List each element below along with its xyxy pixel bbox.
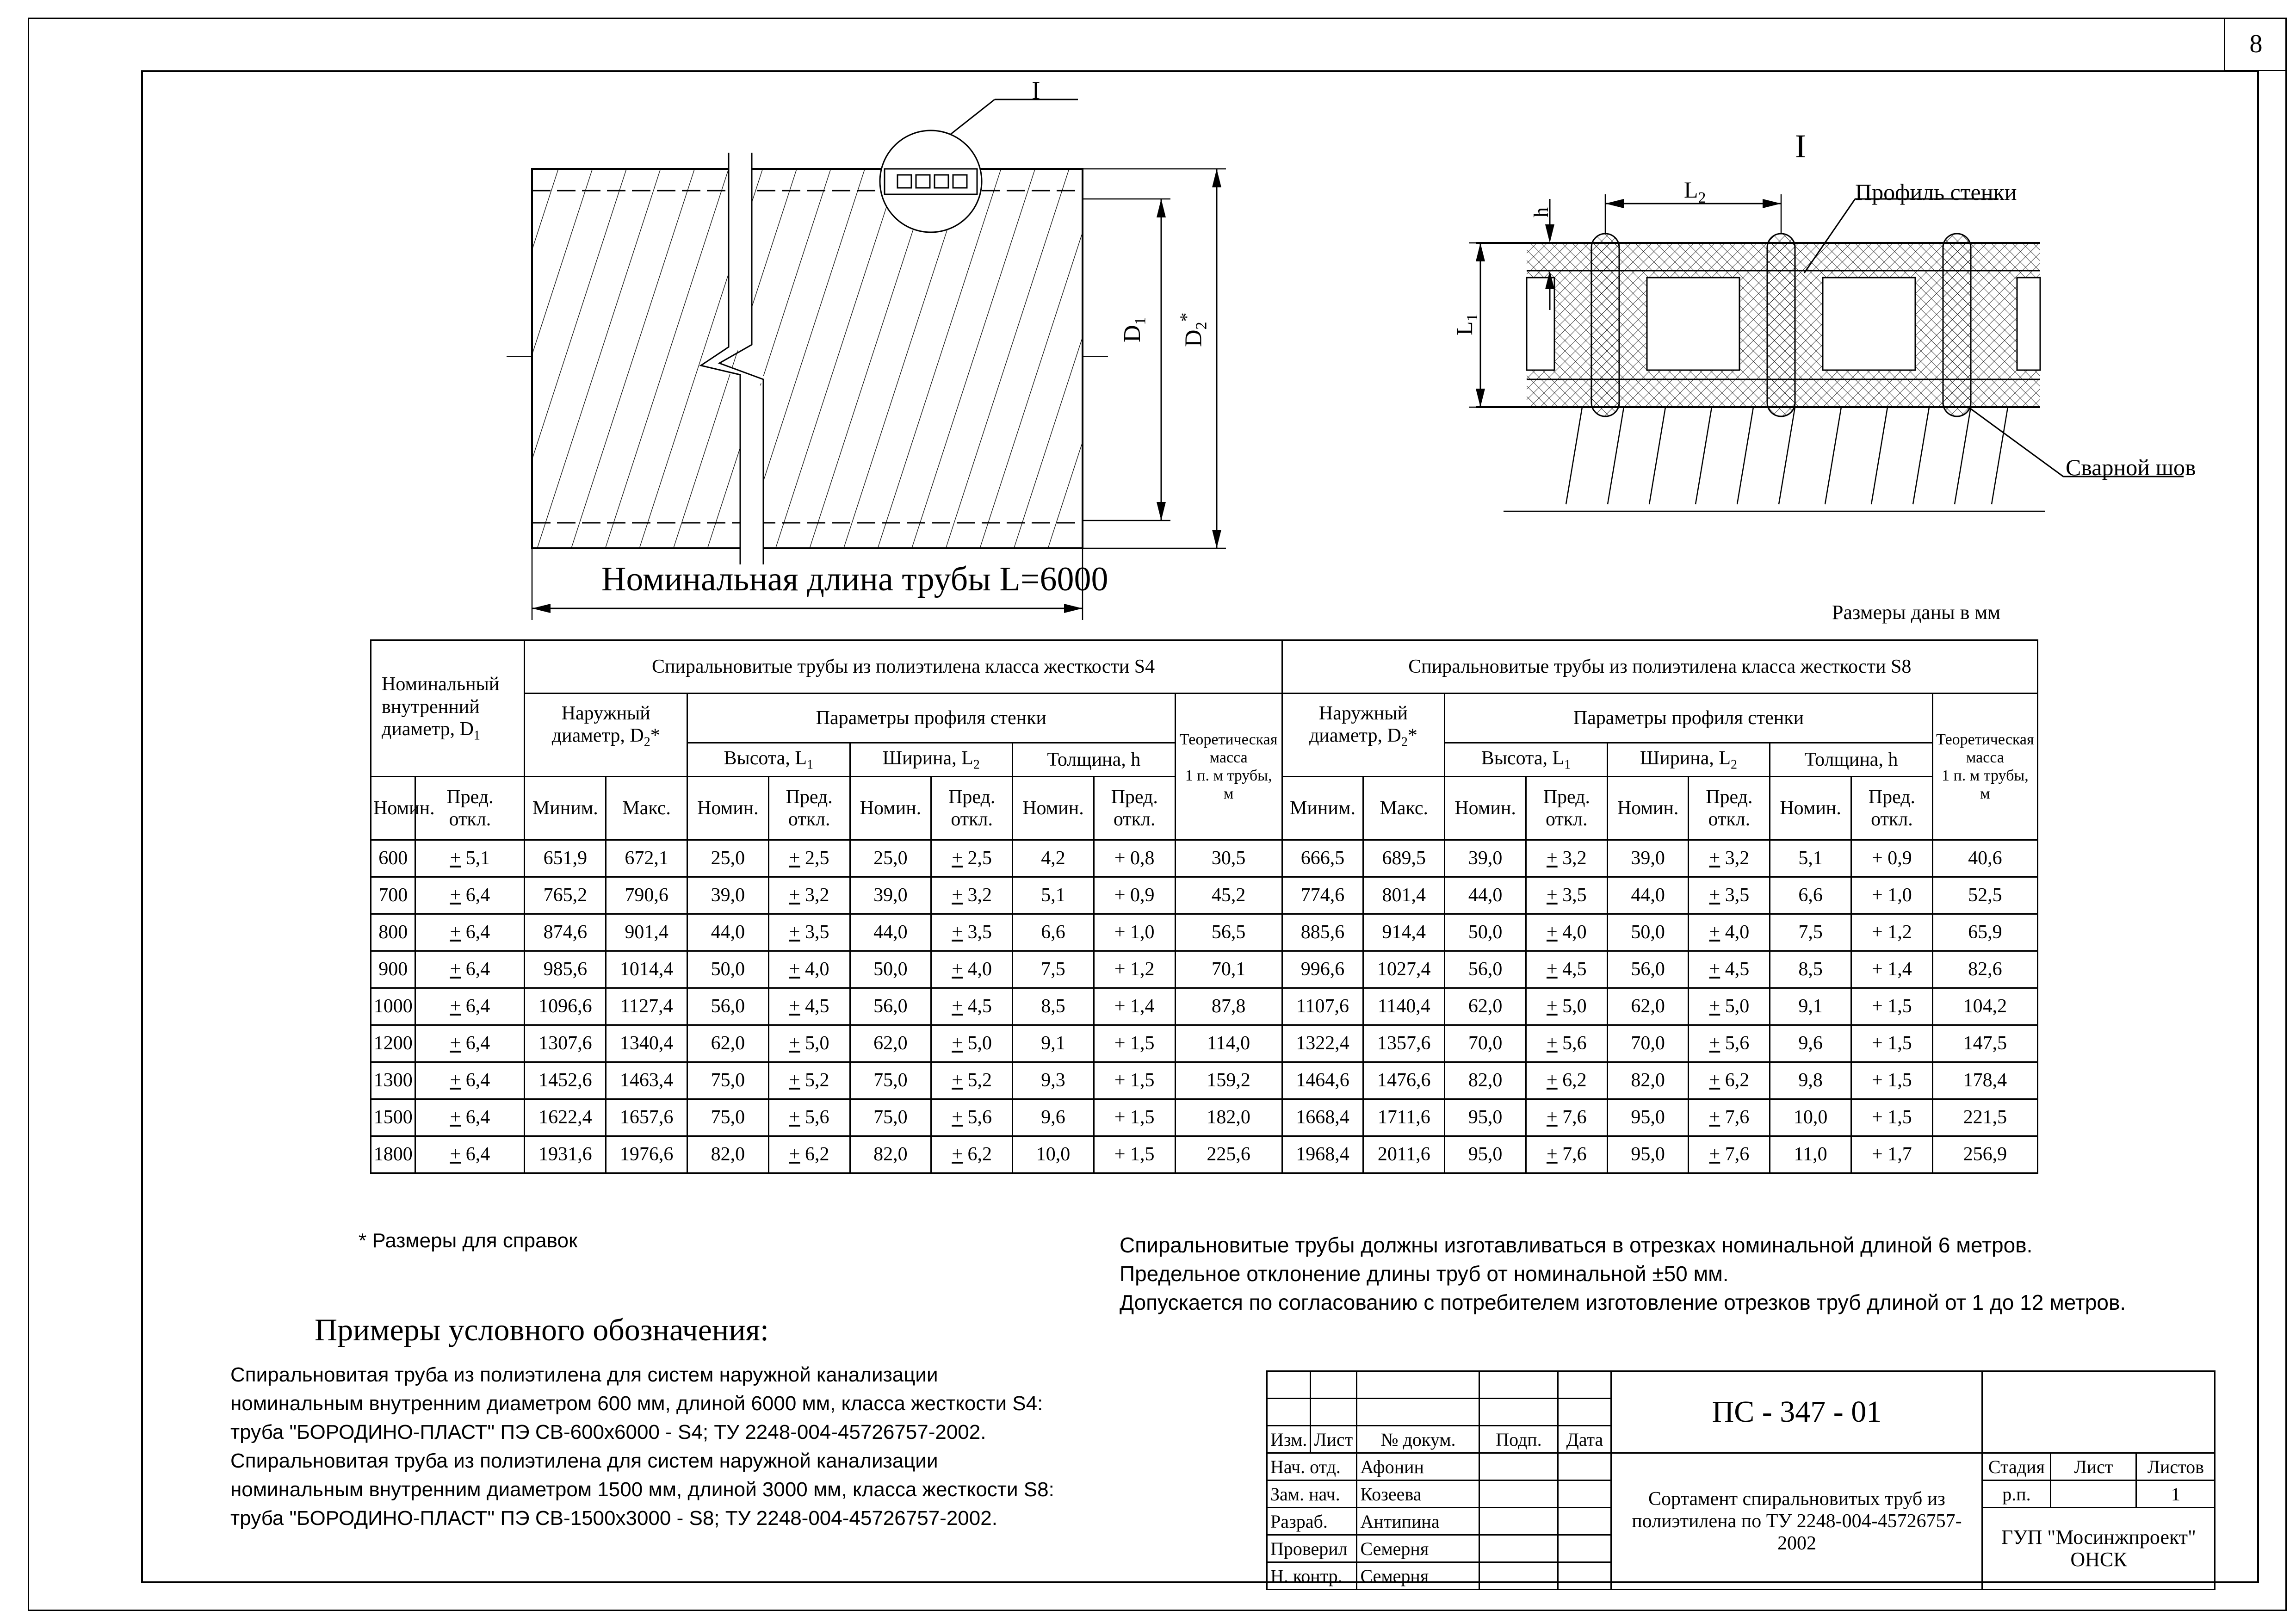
table-cell: + 4,5: [1689, 951, 1770, 988]
table-cell: + 3,5: [1526, 877, 1607, 914]
table-cell: 1127,4: [606, 988, 687, 1025]
table-cell: + 6,4: [415, 914, 525, 951]
table-cell: + 7,6: [1526, 1136, 1607, 1173]
table-cell: 651,9: [525, 840, 606, 877]
table-cell: 6,6: [1013, 914, 1094, 951]
table-cell: 9,6: [1013, 1099, 1094, 1136]
table-cell: 1340,4: [606, 1025, 687, 1062]
table-cell: 885,6: [1282, 914, 1363, 951]
table-cell: 1657,6: [606, 1099, 687, 1136]
table-cell: 1322,4: [1282, 1025, 1363, 1062]
table-cell: + 1,0: [1094, 914, 1175, 951]
table-cell: + 2,5: [768, 840, 850, 877]
sheets-label: Листов: [2136, 1453, 2215, 1481]
reference-note: * Размеры для справок: [359, 1229, 578, 1252]
table-cell: + 3,2: [1689, 840, 1770, 877]
table-cell: 95,0: [1445, 1136, 1526, 1173]
table-cell: 11,0: [1770, 1136, 1851, 1173]
table-cell: 25,0: [850, 840, 931, 877]
table-cell: 52,5: [1932, 877, 2037, 914]
table-cell: + 5,6: [768, 1099, 850, 1136]
table-cell: 95,0: [1607, 1099, 1689, 1136]
stage-label: Стадия: [1982, 1453, 2051, 1481]
document-title: Сортамент спиральновитых труб из полиэтилена по ТУ 2248-004-45726757-2002: [1611, 1453, 1982, 1590]
table-cell: + 6,4: [415, 1136, 525, 1173]
name-2: Козеева: [1357, 1481, 1479, 1508]
table-cell: + 2,5: [931, 840, 1013, 877]
table-cell: 44,0: [1607, 877, 1689, 914]
callout-i-main: I: [1032, 76, 1040, 105]
table-cell: + 4,5: [931, 988, 1013, 1025]
s4-subhdr-max: Макс.: [606, 777, 687, 840]
example-line-1: Спиральновитая труба из полиэтилена для систем наружной канализации: [230, 1363, 938, 1386]
table-cell: 1300: [371, 1062, 415, 1099]
role-4: Проверил: [1267, 1535, 1357, 1562]
table-cell: + 6,2: [1689, 1062, 1770, 1099]
table-cell: + 1,5: [1094, 1025, 1175, 1062]
s4-profile-params-header: Параметры профиля стенки: [687, 694, 1176, 743]
table-cell: 2011,6: [1363, 1136, 1445, 1173]
table-cell: 874,6: [525, 914, 606, 951]
dim-l1-label: $L_1$: [1451, 313, 1481, 335]
table-cell: 1976,6: [606, 1136, 687, 1173]
role-5: Н. контр.: [1267, 1562, 1357, 1590]
table-cell: + 5,0: [1689, 988, 1770, 1025]
table-cell: 50,0: [850, 951, 931, 988]
subhdr-nominal-dev: Пред. откл.: [415, 777, 525, 840]
table-cell: 774,6: [1282, 877, 1363, 914]
table-cell: 70,0: [1445, 1025, 1526, 1062]
table-cell: 689,5: [1363, 840, 1445, 877]
role-1: Нач. отд.: [1267, 1453, 1357, 1481]
example-line-3: труба "БОРОДИНО-ПЛАСТ" ПЭ СВ-600х6000 - S4; ТУ 2248-004-45726757-2002.: [230, 1421, 986, 1443]
example-line-2: номинальным внутренним диаметром 600 мм, длиной 6000 мм, класса жесткости S4:: [230, 1392, 1043, 1415]
table-cell: + 5,0: [1526, 988, 1607, 1025]
table-cell: 9,1: [1770, 988, 1851, 1025]
table-cell: 1357,6: [1363, 1025, 1445, 1062]
table-cell: 25,0: [687, 840, 769, 877]
table-cell: 44,0: [1445, 877, 1526, 914]
table-cell: 70,1: [1175, 951, 1282, 988]
units-note: Размеры даны в мм: [1832, 601, 2001, 624]
table-cell: + 1,5: [1094, 1099, 1175, 1136]
name-3: Антипина: [1357, 1508, 1479, 1535]
table-cell: 1476,6: [1363, 1062, 1445, 1099]
table-cell: 1500: [371, 1099, 415, 1136]
table-cell: 6,6: [1770, 877, 1851, 914]
pipe-specs-table: [370, 639, 2038, 1174]
table-cell: 39,0: [1607, 840, 1689, 877]
document-code: ПС - 347 - 01: [1611, 1371, 1982, 1453]
table-cell: 1622,4: [525, 1099, 606, 1136]
organization: ГУП "Мосинжпроект" ОНСК: [1982, 1508, 2215, 1590]
s8-width-header: Ширина, $L_2$: [1607, 743, 1770, 777]
s4-outer-diameter-header: Наружный диаметр, $D_2*$: [525, 694, 687, 777]
stage-value: р.п.: [1982, 1481, 2051, 1508]
table-cell: 1968,4: [1282, 1136, 1363, 1173]
table-cell: 50,0: [1445, 914, 1526, 951]
table-cell: + 1,2: [1851, 914, 1933, 951]
table-cell: 95,0: [1445, 1099, 1526, 1136]
table-row: [371, 951, 2038, 988]
table-cell: 147,5: [1932, 1025, 2037, 1062]
table-cell: 1096,6: [525, 988, 606, 1025]
table-cell: 75,0: [687, 1099, 769, 1136]
table-cell: 62,0: [850, 1025, 931, 1062]
table-cell: 996,6: [1282, 951, 1363, 988]
table-cell: + 6,4: [415, 1099, 525, 1136]
table-cell: 104,2: [1932, 988, 2037, 1025]
table-cell: 7,5: [1013, 951, 1094, 988]
table-cell: 1027,4: [1363, 951, 1445, 988]
table-cell: 9,6: [1770, 1025, 1851, 1062]
s8-subhdr-width-nom: Номин.: [1607, 777, 1689, 840]
table-cell: + 5,2: [931, 1062, 1013, 1099]
table-cell: 75,0: [850, 1062, 931, 1099]
table-cell: 62,0: [1445, 988, 1526, 1025]
table-cell: 5,1: [1770, 840, 1851, 877]
table-cell: + 5,6: [931, 1099, 1013, 1136]
s4-subhdr-height-nom: Номин.: [687, 777, 769, 840]
table-cell: + 5,0: [768, 1025, 850, 1062]
table-cell: + 6,4: [415, 1062, 525, 1099]
s4-thickness-header: Толщина, h: [1013, 743, 1176, 777]
table-cell: + 1,5: [1851, 1099, 1933, 1136]
table-cell: 225,6: [1175, 1136, 1282, 1173]
table-cell: 901,4: [606, 914, 687, 951]
col-izm: Изм.: [1267, 1426, 1311, 1453]
table-cell: 985,6: [525, 951, 606, 988]
table-cell: 9,1: [1013, 1025, 1094, 1062]
table-cell: 82,0: [687, 1136, 769, 1173]
table-cell: 95,0: [1607, 1136, 1689, 1173]
table-cell: 914,4: [1363, 914, 1445, 951]
s4-subhdr-min: Миним.: [525, 777, 606, 840]
table-cell: + 7,6: [1689, 1099, 1770, 1136]
table-cell: + 4,5: [768, 988, 850, 1025]
table-cell: + 0,9: [1851, 840, 1933, 877]
table-cell: 1668,4: [1282, 1099, 1363, 1136]
s8-profile-params-header: Параметры профиля стенки: [1445, 694, 1933, 743]
table-cell: + 4,0: [768, 951, 850, 988]
pipe-length-label: Номинальная длина трубы L=6000: [601, 560, 1108, 598]
col-list: Лист: [1311, 1426, 1357, 1453]
table-cell: 70,0: [1607, 1025, 1689, 1062]
table-cell: 801,4: [1363, 877, 1445, 914]
table-cell: + 3,2: [768, 877, 850, 914]
requirement-1: Спиральновитые трубы должны изготавливаться в отрезках номинальной длиной 6 метров.: [1120, 1233, 2033, 1257]
table-cell: 56,0: [687, 988, 769, 1025]
s4-title: Спиральновитые трубы из полиэтилена класса жесткости S4: [525, 640, 1282, 694]
table-cell: 114,0: [1175, 1025, 1282, 1062]
table-cell: + 4,5: [1526, 951, 1607, 988]
table-cell: 1800: [371, 1136, 415, 1173]
table-cell: 44,0: [687, 914, 769, 951]
table-row: [371, 1136, 2038, 1173]
table-row: [371, 840, 2038, 877]
table-cell: + 6,4: [415, 988, 525, 1025]
table-cell: 1014,4: [606, 951, 687, 988]
table-cell: 159,2: [1175, 1062, 1282, 1099]
table-cell: 39,0: [687, 877, 769, 914]
role-3: Разраб.: [1267, 1508, 1357, 1535]
table-cell: 9,3: [1013, 1062, 1094, 1099]
table-row: [371, 1062, 2038, 1099]
table-row: [371, 877, 2038, 914]
table-cell: + 7,6: [1526, 1099, 1607, 1136]
table-cell: + 3,5: [768, 914, 850, 951]
table-cell: + 4,0: [1689, 914, 1770, 951]
s4-subhdr-thickness-nom: Номин.: [1013, 777, 1094, 840]
requirement-3: Допускается по согласованию с потребителем изготовление отрезков труб длиной от 1 до 12 метров.: [1120, 1290, 2126, 1314]
s4-mass-header: Теоретическая масса 1 п. м трубы, м: [1175, 694, 1282, 840]
s8-title: Спиральновитые трубы из полиэтилена класса жесткости S8: [1282, 640, 2037, 694]
table-cell: 62,0: [687, 1025, 769, 1062]
table-cell: 40,6: [1932, 840, 2037, 877]
sheets-value: 1: [2136, 1481, 2215, 1508]
col-doc: № докум.: [1357, 1426, 1479, 1453]
col-sign: Подп.: [1479, 1426, 1558, 1453]
table-cell: 39,0: [850, 877, 931, 914]
table-cell: + 1,5: [1851, 1062, 1933, 1099]
table-cell: 1931,6: [525, 1136, 606, 1173]
table-cell: + 5,0: [931, 1025, 1013, 1062]
dim-l2-label: $L_2$: [1684, 177, 1706, 206]
subhdr-nominal-nom: Номин.: [371, 777, 415, 840]
table-cell: 8,5: [1013, 988, 1094, 1025]
s8-thickness-header: Толщина, h: [1770, 743, 1933, 777]
weld-seam-label: Сварной шов: [2066, 454, 2196, 480]
table-cell: + 5,2: [768, 1062, 850, 1099]
table-cell: 1140,4: [1363, 988, 1445, 1025]
s8-subhdr-height-nom: Номин.: [1445, 777, 1526, 840]
table-row: [371, 988, 2038, 1025]
table-cell: 8,5: [1770, 951, 1851, 988]
sheet-label: Лист: [2051, 1453, 2136, 1481]
table-row: [371, 1025, 2038, 1062]
table-cell: 700: [371, 877, 415, 914]
table-cell: + 1,4: [1094, 988, 1175, 1025]
table-cell: + 1,5: [1094, 1136, 1175, 1173]
table-cell: + 6,4: [415, 877, 525, 914]
table-cell: + 1,7: [1851, 1136, 1933, 1173]
title-block: [1266, 1370, 2216, 1590]
role-2: Зам. нач.: [1267, 1481, 1357, 1508]
table-cell: 1200: [371, 1025, 415, 1062]
table-cell: 1711,6: [1363, 1099, 1445, 1136]
callout-i-detail: I: [1795, 128, 1806, 165]
table-cell: 600: [371, 840, 415, 877]
table-cell: + 6,2: [931, 1136, 1013, 1173]
pipe-side-view: [507, 99, 1226, 620]
table-cell: 65,9: [1932, 914, 2037, 951]
table-cell: + 3,5: [931, 914, 1013, 951]
table-cell: 1464,6: [1282, 1062, 1363, 1099]
sheet-value: [2051, 1481, 2136, 1508]
table-cell: 56,0: [850, 988, 931, 1025]
s4-width-header: Ширина, $L_2$: [850, 743, 1013, 777]
table-cell: 82,0: [1445, 1062, 1526, 1099]
table-cell: 87,8: [1175, 988, 1282, 1025]
table-cell: 56,0: [1445, 951, 1526, 988]
table-cell: + 1,2: [1094, 951, 1175, 988]
table-cell: 900: [371, 951, 415, 988]
dim-d2-label: $D_2^*$: [1176, 312, 1210, 347]
table-cell: 82,0: [1607, 1062, 1689, 1099]
col-date: Дата: [1558, 1426, 1611, 1453]
table-cell: 765,2: [525, 877, 606, 914]
wall-profile-label: Профиль стенки: [1855, 179, 2017, 205]
table-cell: 1463,4: [606, 1062, 687, 1099]
s4-subhdr-height-dev: Пред. откл.: [768, 777, 850, 840]
table-cell: + 5,6: [1689, 1025, 1770, 1062]
table-cell: 50,0: [1607, 914, 1689, 951]
dim-h-label: h: [1530, 207, 1553, 217]
table-cell: + 6,4: [415, 951, 525, 988]
table-cell: 30,5: [1175, 840, 1282, 877]
table-cell: 39,0: [1445, 840, 1526, 877]
s8-subhdr-min: Миним.: [1282, 777, 1363, 840]
page-number: 8: [2224, 18, 2287, 71]
table-cell: 666,5: [1282, 840, 1363, 877]
s4-subhdr-width-nom: Номин.: [850, 777, 931, 840]
table-cell: 1452,6: [525, 1062, 606, 1099]
table-cell: + 1,5: [1851, 988, 1933, 1025]
table-cell: 75,0: [687, 1062, 769, 1099]
table-cell: 10,0: [1013, 1136, 1094, 1173]
table-cell: 4,2: [1013, 840, 1094, 877]
table-cell: 45,2: [1175, 877, 1282, 914]
table-row: [371, 1099, 2038, 1136]
table-cell: 10,0: [1770, 1099, 1851, 1136]
table-cell: + 1,5: [1094, 1062, 1175, 1099]
s8-subhdr-width-dev: Пред. откл.: [1689, 777, 1770, 840]
table-cell: + 4,0: [1526, 914, 1607, 951]
nominal-diameter-header: Номинальный внутренний диаметр, $D_1$: [371, 640, 525, 777]
table-cell: + 3,2: [1526, 840, 1607, 877]
s8-height-header: Высота, $L_1$: [1445, 743, 1608, 777]
table-cell: + 0,9: [1094, 877, 1175, 914]
table-cell: 1000: [371, 988, 415, 1025]
s8-subhdr-thickness-nom: Номин.: [1770, 777, 1851, 840]
examples-title: Примеры условного обозначения:: [315, 1312, 769, 1347]
table-cell: 56,5: [1175, 914, 1282, 951]
s8-subhdr-max: Макс.: [1363, 777, 1445, 840]
table-cell: 9,8: [1770, 1062, 1851, 1099]
table-cell: 5,1: [1013, 877, 1094, 914]
table-cell: + 4,0: [931, 951, 1013, 988]
table-cell: 182,0: [1175, 1099, 1282, 1136]
table-cell: 7,5: [1770, 914, 1851, 951]
name-1: Афонин: [1357, 1453, 1479, 1481]
table-cell: + 7,6: [1689, 1136, 1770, 1173]
table-cell: + 6,4: [415, 1025, 525, 1062]
table-cell: 800: [371, 914, 415, 951]
table-row: [371, 914, 2038, 951]
table-cell: + 5,6: [1526, 1025, 1607, 1062]
s8-subhdr-height-dev: Пред. откл.: [1526, 777, 1607, 840]
table-cell: 256,9: [1932, 1136, 2037, 1173]
table-cell: 50,0: [687, 951, 769, 988]
s4-height-header: Высота, $L_1$: [687, 743, 850, 777]
name-5: Семерня: [1357, 1562, 1479, 1590]
requirement-2: Предельное отклонение длины труб от номинальной ±50 мм.: [1120, 1262, 1729, 1286]
table-cell: 82,0: [850, 1136, 931, 1173]
s4-subhdr-thickness-dev: Пред. откл.: [1094, 777, 1175, 840]
table-cell: 56,0: [1607, 951, 1689, 988]
name-4: Семерня: [1357, 1535, 1479, 1562]
table-cell: 221,5: [1932, 1099, 2037, 1136]
table-cell: + 5,1: [415, 840, 525, 877]
s4-subhdr-width-dev: Пред. откл.: [931, 777, 1013, 840]
table-cell: 62,0: [1607, 988, 1689, 1025]
table-cell: + 0,8: [1094, 840, 1175, 877]
table-cell: 1307,6: [525, 1025, 606, 1062]
table-cell: + 3,5: [1689, 877, 1770, 914]
table-cell: 75,0: [850, 1099, 931, 1136]
example-line-5: номинальным внутренним диаметром 1500 мм, длиной 3000 мм, класса жесткости S8:: [230, 1478, 1054, 1501]
table-cell: + 1,0: [1851, 877, 1933, 914]
table-cell: 44,0: [850, 914, 931, 951]
s8-subhdr-thickness-dev: Пред. откл.: [1851, 777, 1933, 840]
table-cell: 1107,6: [1282, 988, 1363, 1025]
table-cell: + 6,2: [768, 1136, 850, 1173]
s8-mass-header: Теоретическая масса 1 п. м трубы, м: [1932, 694, 2037, 840]
table-cell: + 6,2: [1526, 1062, 1607, 1099]
dim-d1-label: $D_1$: [1119, 317, 1149, 342]
table-cell: 672,1: [606, 840, 687, 877]
table-cell: 82,6: [1932, 951, 2037, 988]
table-cell: 790,6: [606, 877, 687, 914]
table-cell: + 1,5: [1851, 1025, 1933, 1062]
table-cell: 178,4: [1932, 1062, 2037, 1099]
example-line-4: Спиральновитая труба из полиэтилена для систем наружной канализации: [230, 1450, 938, 1472]
s8-outer-diameter-header: Наружный диаметр, $D_2*$: [1282, 694, 1445, 777]
table-cell: + 1,4: [1851, 951, 1933, 988]
table-cell: + 3,2: [931, 877, 1013, 914]
example-line-6: труба "БОРОДИНО-ПЛАСТ" ПЭ СВ-1500х3000 - S8; ТУ 2248-004-45726757-2002.: [230, 1507, 997, 1530]
